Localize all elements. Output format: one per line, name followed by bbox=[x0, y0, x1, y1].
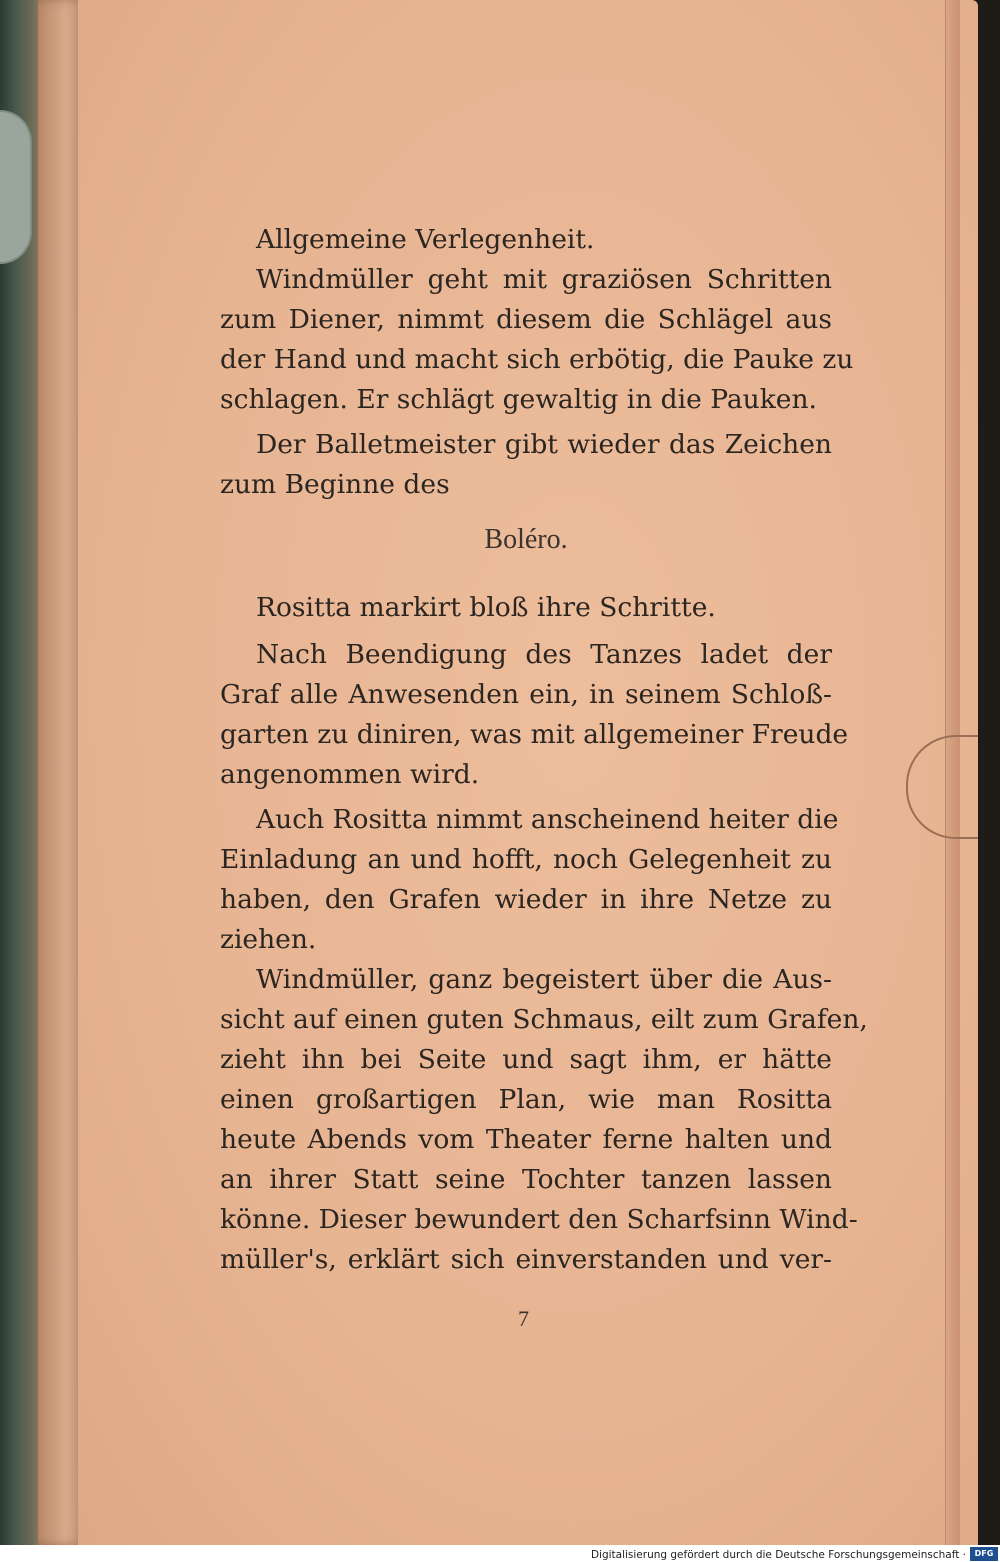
text-line: Einladung an und hofft, noch Gelegenheit zu bbox=[220, 844, 832, 875]
text-line: an ihrer Statt seine Tochter tanzen lassen bbox=[220, 1164, 832, 1195]
spine-clip bbox=[0, 110, 32, 264]
text-line: Auch Rositta nimmt anscheinend heiter die bbox=[256, 804, 839, 835]
text-line: der Hand und macht sich erbötig, die Pauke zu bbox=[220, 344, 854, 375]
footer-credit: Digitalisierung gefördert durch die Deutsche Forschungsgemeinschaft · bbox=[590, 1549, 966, 1561]
text-line: Rositta markirt bloß ihre Schritte. bbox=[256, 592, 716, 623]
text-line: könne. Dieser bewundert den Scharfsinn Wind- bbox=[220, 1204, 858, 1235]
text-line: zum Beginne des bbox=[220, 469, 450, 500]
text-line: einen großartigen Plan, wie man Rositta bbox=[220, 1084, 832, 1115]
text-line: zum Diener, nimmt diesem die Schlägel aus bbox=[220, 304, 832, 335]
book-spine bbox=[0, 0, 42, 1545]
text-line: zieht ihn bei Seite und sagt ihm, er hätte bbox=[220, 1044, 832, 1075]
dfg-logo: DFG bbox=[970, 1547, 998, 1561]
page-number: 7 bbox=[518, 1306, 529, 1331]
text-line: ziehen. bbox=[220, 924, 317, 955]
text-line: Windmüller geht mit graziösen Schritten bbox=[256, 264, 832, 295]
text-line: heute Abends vom Theater ferne halten und bbox=[220, 1124, 832, 1155]
text-line: schlagen. Er schlägt gewaltig in die Pauken. bbox=[220, 384, 817, 415]
text-line: müller's, erklärt sich einverstanden und ver- bbox=[220, 1244, 832, 1275]
section-heading: Boléro. bbox=[484, 524, 568, 555]
text-line: haben, den Grafen wieder in ihre Netze zu bbox=[220, 884, 832, 915]
text-line: Der Balletmeister gibt wieder das Zeichen bbox=[256, 429, 832, 460]
text-line: Nach Beendigung des Tanzes ladet der bbox=[256, 639, 832, 670]
text-line: Windmüller, ganz begeistert über die Aus- bbox=[256, 964, 832, 995]
text-line: sicht auf einen guten Schmaus, eilt zum Grafen, bbox=[220, 1004, 868, 1035]
digitization-footer bbox=[0, 1545, 1000, 1562]
text-line: garten zu diniren, was mit allgemeiner Freude bbox=[220, 719, 849, 750]
text-line: Graf alle Anwesenden ein, in seinem Schloß- bbox=[220, 679, 832, 710]
page-clip-outline bbox=[906, 735, 978, 839]
text-line: Allgemeine Verlegenheit. bbox=[256, 224, 595, 255]
text-line: angenommen wird. bbox=[220, 759, 480, 790]
